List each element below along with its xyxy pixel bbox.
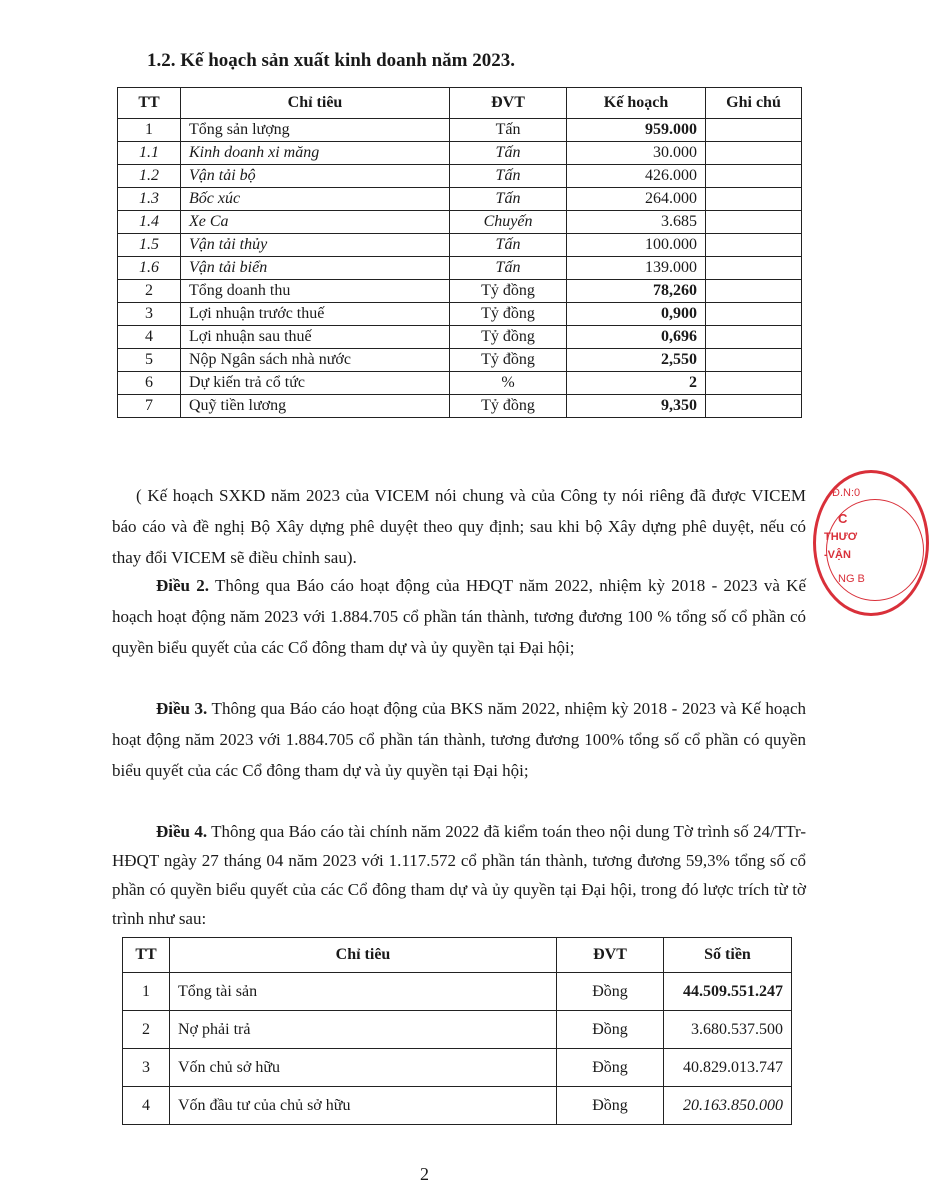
cell-unit: % [450, 372, 567, 395]
cell-unit: Tấn [450, 234, 567, 257]
article-3-text: Thông qua Báo cáo hoạt động của BKS năm 2022, nhiệm kỳ 2018 - 2023 và Kế hoạch hoạt động năm 2023 với 1.884.705 cổ phần tán thành, tương đương 100% tổng số cổ phần có quyền biểu quyết của các Cổ đông tham dự và ủy quyền tại Đại hội; [112, 699, 806, 780]
cell-amount: 3.680.537.500 [664, 1011, 792, 1049]
cell-unit: Tấn [450, 119, 567, 142]
table-row [118, 280, 802, 303]
cell-plan: 264.000 [567, 188, 706, 211]
cell-tt: 1.2 [118, 165, 181, 188]
plan-note-paragraph: ( Kế hoạch SXKD năm 2023 của VICEM nói chung và của Công ty nói riêng đã được VICEM báo cáo và đề nghị Bộ Xây dựng phê duyệt theo quy định; sau khi bộ Xây dựng phê duyệt, nếu có thay đổi VICEM sẽ điều chỉnh sau). [112, 486, 806, 567]
table-row [118, 303, 802, 326]
cell-plan: 30.000 [567, 142, 706, 165]
table-row [118, 395, 802, 418]
cell-note [706, 303, 802, 326]
article-3 [112, 693, 806, 786]
cell-indicator: Tổng doanh thu [181, 280, 450, 303]
cell-tt: 1.3 [118, 188, 181, 211]
cell-tt: 4 [123, 1087, 170, 1125]
cell-note [706, 211, 802, 234]
cell-plan: 78,260 [567, 280, 706, 303]
col-header-amount: Số tiền [664, 938, 792, 973]
cell-indicator: Nợ phải trả [170, 1011, 557, 1049]
financial-report-table [122, 937, 792, 1125]
cell-indicator: Kinh doanh xi măng [181, 142, 450, 165]
cell-unit: Đồng [557, 973, 664, 1011]
page-number: 2 [420, 1164, 429, 1184]
cell-tt: 1.4 [118, 211, 181, 234]
table-row [118, 188, 802, 211]
cell-tt: 1 [118, 119, 181, 142]
col-header-tt: TT [123, 938, 170, 973]
cell-indicator: Vận tải thủy [181, 234, 450, 257]
table-row [118, 234, 802, 257]
cell-plan: 3.685 [567, 211, 706, 234]
cell-tt: 1 [123, 973, 170, 1011]
col-header-indicator: Chỉ tiêu [170, 938, 557, 973]
cell-plan: 2,550 [567, 349, 706, 372]
cell-tt: 1.1 [118, 142, 181, 165]
production-plan-table [117, 87, 802, 418]
cell-tt: 4 [118, 326, 181, 349]
cell-tt: 7 [118, 395, 181, 418]
article-2-text: Thông qua Báo cáo hoạt động của HĐQT năm 2022, nhiệm kỳ 2018 - 2023 và Kế hoạch hoạt động năm 2023 với 1.884.705 cổ phần tán thành, tương đương 100 % tổng số cổ phần có quyền biểu quyết của các Cổ đông tham dự và ủy quyền tại Đại hội; [112, 576, 806, 657]
table-row [118, 119, 802, 142]
table-row [118, 165, 802, 188]
seal-text: C [838, 511, 848, 526]
cell-unit: Tấn [450, 188, 567, 211]
cell-plan: 2 [567, 372, 706, 395]
table-row [118, 349, 802, 372]
cell-unit: Tỷ đồng [450, 349, 567, 372]
table-row [118, 142, 802, 165]
article-4-label: Điều 4. [156, 822, 208, 841]
seal-text: Đ.N:0 [832, 487, 861, 499]
cell-indicator: Bốc xúc [181, 188, 450, 211]
cell-tt: 3 [123, 1049, 170, 1087]
cell-plan: 959.000 [567, 119, 706, 142]
article-2 [112, 570, 806, 663]
cell-indicator: Vận tải biển [181, 257, 450, 280]
cell-note [706, 119, 802, 142]
cell-tt: 1.5 [118, 234, 181, 257]
cell-tt: 2 [118, 280, 181, 303]
cell-note [706, 372, 802, 395]
cell-unit: Tỷ đồng [450, 280, 567, 303]
article-4-text: Thông qua Báo cáo tài chính năm 2022 đã kiểm toán theo nội dung Tờ trình số 24/TTr-HĐQT ngày 27 tháng 04 năm 2023 với 1.117.572 cổ phần tán thành, tương đương 59,3% tổng số cổ phần có quyền biểu quyết của các Cổ đông tham dự và ủy quyền tại Đại hội, trong đó lược trích từ tờ trình như sau: [112, 822, 807, 928]
cell-indicator: Vốn chủ sở hữu [170, 1049, 557, 1087]
cell-indicator: Tổng sản lượng [181, 119, 450, 142]
table-row [123, 1011, 792, 1049]
cell-note [706, 188, 802, 211]
cell-note [706, 349, 802, 372]
company-seal-stamp [813, 470, 929, 616]
cell-indicator: Tổng tài sản [170, 973, 557, 1011]
cell-indicator: Dự kiến trả cổ tức [181, 372, 450, 395]
article-3-label: Điều 3. [156, 699, 208, 718]
table-row [118, 257, 802, 280]
col-header-unit: ĐVT [557, 938, 664, 973]
cell-unit: Tấn [450, 165, 567, 188]
cell-indicator: Xe Ca [181, 211, 450, 234]
cell-indicator: Vốn đầu tư của chủ sở hữu [170, 1087, 557, 1125]
section-heading: 1.2. Kế hoạch sản xuất kinh doanh năm 2023. [147, 50, 515, 71]
col-header-indicator: Chỉ tiêu [181, 88, 450, 119]
article-4 [112, 817, 806, 933]
seal-text: -VẬN [824, 549, 851, 561]
cell-unit: Tỷ đồng [450, 303, 567, 326]
article-2-label: Điều 2. [156, 576, 210, 595]
cell-note [706, 165, 802, 188]
cell-tt: 1.6 [118, 257, 181, 280]
table-row [123, 1087, 792, 1125]
cell-unit: Đồng [557, 1049, 664, 1087]
cell-unit: Tỷ đồng [450, 395, 567, 418]
cell-unit: Đồng [557, 1011, 664, 1049]
cell-plan: 139.000 [567, 257, 706, 280]
cell-unit: Tỷ đồng [450, 326, 567, 349]
cell-tt: 6 [118, 372, 181, 395]
table-row [118, 372, 802, 395]
col-header-unit: ĐVT [450, 88, 567, 119]
cell-note [706, 395, 802, 418]
cell-unit: Chuyến [450, 211, 567, 234]
cell-unit: Đồng [557, 1087, 664, 1125]
cell-amount: 40.829.013.747 [664, 1049, 792, 1087]
cell-tt: 5 [118, 349, 181, 372]
cell-amount: 44.509.551.247 [664, 973, 792, 1011]
col-header-note: Ghi chú [706, 88, 802, 119]
cell-note [706, 257, 802, 280]
cell-indicator: Lợi nhuận sau thuế [181, 326, 450, 349]
cell-plan: 100.000 [567, 234, 706, 257]
cell-plan: 0,900 [567, 303, 706, 326]
cell-indicator: Quỹ tiền lương [181, 395, 450, 418]
cell-tt: 2 [123, 1011, 170, 1049]
cell-note [706, 234, 802, 257]
cell-note [706, 142, 802, 165]
cell-note [706, 326, 802, 349]
table-row [118, 326, 802, 349]
col-header-tt: TT [118, 88, 181, 119]
seal-text: NG B [838, 573, 865, 585]
table-row [123, 1049, 792, 1087]
cell-note [706, 280, 802, 303]
table-row [123, 973, 792, 1011]
cell-indicator: Lợi nhuận trước thuế [181, 303, 450, 326]
cell-indicator: Nộp Ngân sách nhà nước [181, 349, 450, 372]
cell-plan: 9,350 [567, 395, 706, 418]
cell-unit: Tấn [450, 142, 567, 165]
cell-plan: 426.000 [567, 165, 706, 188]
cell-amount: 20.163.850.000 [664, 1087, 792, 1125]
seal-text: THƯƠ [824, 531, 858, 543]
cell-plan: 0,696 [567, 326, 706, 349]
cell-unit: Tấn [450, 257, 567, 280]
cell-indicator: Vận tải bộ [181, 165, 450, 188]
cell-tt: 3 [118, 303, 181, 326]
col-header-plan: Kế hoạch [567, 88, 706, 119]
table-row [118, 211, 802, 234]
